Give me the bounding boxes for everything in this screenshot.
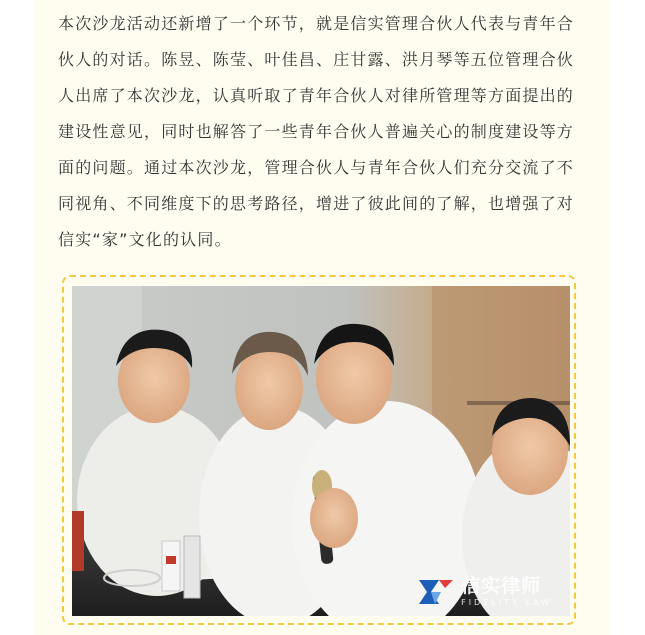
event-photo[interactable] (72, 286, 570, 616)
fidelity-logo-icon (417, 576, 455, 608)
paragraph-line: 同视角、不同维度下的思考路径，增进了彼此间的了解，也增强了对 (58, 194, 575, 213)
paragraph-line: 面的问题。通过本次沙龙，管理合伙人与青年合伙人们充分交流了不 (58, 158, 575, 177)
paragraph-line: 信实“家”文化的认同。 (58, 230, 232, 249)
paragraph-line: 本次沙龙活动还新增了一个环节，就是信实管理合伙人代表与青年合 (58, 14, 575, 33)
article-paragraph (58, 6, 588, 258)
paragraph-line: 建设性意见，同时也解答了一些青年合伙人普遍关心的制度建设等方 (58, 122, 575, 141)
paragraph-line: 伙人的对话。陈昱、陈莹、叶佳昌、庄甘露、洪月琴等五位管理合伙 (58, 50, 575, 69)
photo-watermark (417, 576, 552, 608)
watermark-chinese: 信实律师 (461, 575, 542, 597)
paragraph-line: 人出席了本次沙龙，认真听取了青年合伙人对律所管理等方面提出的 (58, 86, 575, 105)
watermark-english: FIDELITY LAW (461, 598, 552, 607)
photo-illustration (72, 286, 570, 616)
